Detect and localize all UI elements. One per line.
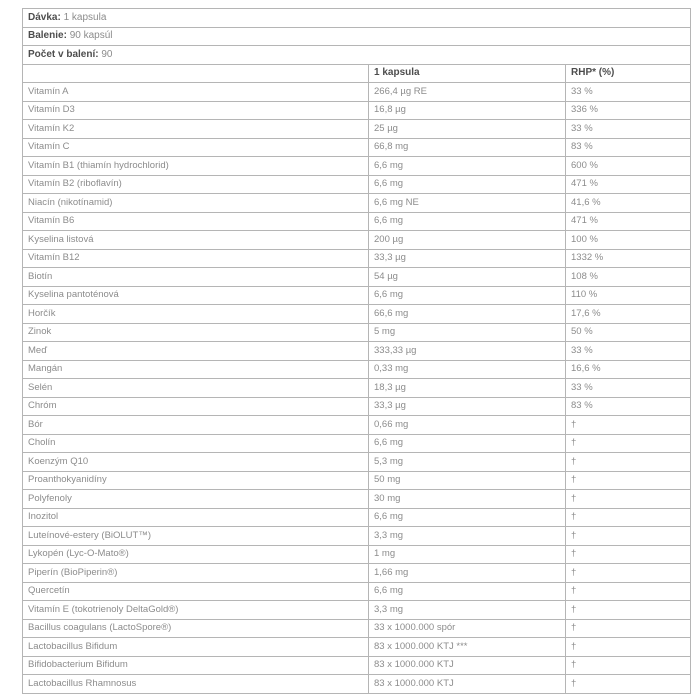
rhp-cell: 83 % bbox=[566, 397, 691, 416]
nutrient-name-cell: Vitamín E (tokotrienoly DeltaGold®) bbox=[23, 601, 369, 620]
nutrient-name-cell: Selén bbox=[23, 379, 369, 398]
rhp-cell: 33 % bbox=[566, 83, 691, 102]
info-label-count: Počet v balení: bbox=[28, 48, 99, 60]
info-cell-dose bbox=[23, 9, 691, 28]
rhp-cell: 471 % bbox=[566, 175, 691, 194]
table-row bbox=[23, 305, 691, 324]
nutrient-name-cell: Lactobacillus Bifidum bbox=[23, 638, 369, 657]
nutrient-name-cell: Meď bbox=[23, 342, 369, 361]
rhp-cell: 600 % bbox=[566, 157, 691, 176]
rhp-cell: † bbox=[566, 490, 691, 509]
rhp-cell: 471 % bbox=[566, 212, 691, 231]
amount-cell: 3,3 mg bbox=[369, 527, 566, 546]
table-row bbox=[23, 212, 691, 231]
rhp-cell: † bbox=[566, 619, 691, 638]
rhp-cell: 33 % bbox=[566, 379, 691, 398]
column-header-dose: 1 kapsula bbox=[369, 64, 566, 83]
table-row bbox=[23, 619, 691, 638]
nutrient-name-cell: Lactobacillus Rhamnosus bbox=[23, 675, 369, 694]
info-value-dose: 1 kapsula bbox=[63, 11, 107, 23]
nutrient-table-body bbox=[23, 83, 691, 694]
rhp-cell: 16,6 % bbox=[566, 360, 691, 379]
info-label-dose: Dávka: bbox=[28, 11, 61, 23]
rhp-cell: † bbox=[566, 638, 691, 657]
amount-cell: 0,66 mg bbox=[369, 416, 566, 435]
nutrient-name-cell: Mangán bbox=[23, 360, 369, 379]
nutrient-name-cell: Horčík bbox=[23, 305, 369, 324]
nutrient-name-cell: Lykopén (Lyc-O-Mato®) bbox=[23, 545, 369, 564]
amount-cell: 66,8 mg bbox=[369, 138, 566, 157]
amount-cell: 16,8 µg bbox=[369, 101, 566, 120]
amount-cell: 200 µg bbox=[369, 231, 566, 250]
table-row bbox=[23, 194, 691, 213]
info-value-package: 90 kapsúl bbox=[69, 30, 113, 42]
nutrient-name-cell: Inozitol bbox=[23, 508, 369, 527]
table-row bbox=[23, 508, 691, 527]
nutrient-name-cell: Kyselina listová bbox=[23, 231, 369, 250]
rhp-cell: † bbox=[566, 471, 691, 490]
rhp-cell: † bbox=[566, 582, 691, 601]
nutrient-name-cell: Kyselina pantoténová bbox=[23, 286, 369, 305]
nutrient-name-cell: Niacín (nikotínamid) bbox=[23, 194, 369, 213]
rhp-cell: 50 % bbox=[566, 323, 691, 342]
nutrient-name-cell: Polyfenoly bbox=[23, 490, 369, 509]
column-header-rhp: RHP* (%) bbox=[566, 64, 691, 83]
table-row bbox=[23, 231, 691, 250]
rhp-cell: † bbox=[566, 527, 691, 546]
rhp-cell: 1332 % bbox=[566, 249, 691, 268]
amount-cell: 6,6 mg bbox=[369, 175, 566, 194]
supplement-facts-table bbox=[22, 8, 691, 694]
rhp-cell: 83 % bbox=[566, 138, 691, 157]
nutrient-name-cell: Luteínové-estery (BiOLUT™) bbox=[23, 527, 369, 546]
amount-cell: 266,4 µg RE bbox=[369, 83, 566, 102]
amount-cell: 6,6 mg bbox=[369, 286, 566, 305]
table-row bbox=[23, 564, 691, 583]
amount-cell: 25 µg bbox=[369, 120, 566, 139]
table-row bbox=[23, 656, 691, 675]
amount-cell: 1,66 mg bbox=[369, 564, 566, 583]
table-row bbox=[23, 175, 691, 194]
nutrient-name-cell: Vitamín D3 bbox=[23, 101, 369, 120]
table-row bbox=[23, 471, 691, 490]
amount-cell: 6,6 mg NE bbox=[369, 194, 566, 213]
amount-cell: 33 x 1000.000 spór bbox=[369, 619, 566, 638]
nutrient-name-cell: Vitamín K2 bbox=[23, 120, 369, 139]
rhp-cell: 17,6 % bbox=[566, 305, 691, 324]
table-row bbox=[23, 601, 691, 620]
rhp-cell: 41,6 % bbox=[566, 194, 691, 213]
amount-cell: 66,6 mg bbox=[369, 305, 566, 324]
nutrient-name-cell: Chróm bbox=[23, 397, 369, 416]
column-header-row bbox=[23, 64, 691, 83]
amount-cell: 6,6 mg bbox=[369, 582, 566, 601]
nutrient-name-cell: Bifidobacterium Bifidum bbox=[23, 656, 369, 675]
table-row bbox=[23, 545, 691, 564]
table-row bbox=[23, 675, 691, 694]
amount-cell: 6,6 mg bbox=[369, 434, 566, 453]
nutrient-name-cell: Vitamín B2 (riboflavín) bbox=[23, 175, 369, 194]
table-row bbox=[23, 342, 691, 361]
amount-cell: 83 x 1000.000 KTJ *** bbox=[369, 638, 566, 657]
rhp-cell: † bbox=[566, 656, 691, 675]
table-row bbox=[23, 453, 691, 472]
rhp-cell: † bbox=[566, 416, 691, 435]
table-row bbox=[23, 83, 691, 102]
nutrient-name-cell: Bacillus coagulans (LactoSpore®) bbox=[23, 619, 369, 638]
info-row-package bbox=[23, 27, 691, 46]
amount-cell: 18,3 µg bbox=[369, 379, 566, 398]
table-row bbox=[23, 527, 691, 546]
amount-cell: 50 mg bbox=[369, 471, 566, 490]
amount-cell: 5 mg bbox=[369, 323, 566, 342]
amount-cell: 5,3 mg bbox=[369, 453, 566, 472]
rhp-cell: 108 % bbox=[566, 268, 691, 287]
table-row bbox=[23, 323, 691, 342]
rhp-cell: 100 % bbox=[566, 231, 691, 250]
info-value-count: 90 bbox=[101, 48, 113, 60]
rhp-cell: † bbox=[566, 601, 691, 620]
rhp-cell: 336 % bbox=[566, 101, 691, 120]
rhp-cell: 110 % bbox=[566, 286, 691, 305]
rhp-cell: † bbox=[566, 453, 691, 472]
rhp-cell: 33 % bbox=[566, 342, 691, 361]
amount-cell: 33,3 µg bbox=[369, 397, 566, 416]
rhp-cell: † bbox=[566, 564, 691, 583]
nutrient-name-cell: Quercetín bbox=[23, 582, 369, 601]
nutrient-name-cell: Proanthokyanidíny bbox=[23, 471, 369, 490]
table-row bbox=[23, 397, 691, 416]
info-row-count bbox=[23, 46, 691, 65]
nutrient-name-cell: Koenzým Q10 bbox=[23, 453, 369, 472]
info-cell-count bbox=[23, 46, 691, 65]
nutrient-name-cell: Vitamín B12 bbox=[23, 249, 369, 268]
table-row bbox=[23, 286, 691, 305]
table-row bbox=[23, 434, 691, 453]
table-row bbox=[23, 490, 691, 509]
nutrient-name-cell: Vitamín A bbox=[23, 83, 369, 102]
table-row bbox=[23, 582, 691, 601]
amount-cell: 83 x 1000.000 KTJ bbox=[369, 656, 566, 675]
amount-cell: 54 µg bbox=[369, 268, 566, 287]
amount-cell: 6,6 mg bbox=[369, 508, 566, 527]
table-row bbox=[23, 379, 691, 398]
nutrient-name-cell: Vitamín B1 (thiamín hydrochlorid) bbox=[23, 157, 369, 176]
nutrient-name-cell: Vitamín B6 bbox=[23, 212, 369, 231]
table-row bbox=[23, 101, 691, 120]
rhp-cell: † bbox=[566, 434, 691, 453]
column-header-empty bbox=[23, 64, 369, 83]
amount-cell: 30 mg bbox=[369, 490, 566, 509]
table-row bbox=[23, 157, 691, 176]
table-row bbox=[23, 138, 691, 157]
nutrient-name-cell: Bór bbox=[23, 416, 369, 435]
amount-cell: 333,33 µg bbox=[369, 342, 566, 361]
table-row bbox=[23, 268, 691, 287]
amount-cell: 6,6 mg bbox=[369, 157, 566, 176]
rhp-cell: 33 % bbox=[566, 120, 691, 139]
amount-cell: 33,3 µg bbox=[369, 249, 566, 268]
info-section bbox=[23, 9, 691, 83]
amount-cell: 0,33 mg bbox=[369, 360, 566, 379]
amount-cell: 1 mg bbox=[369, 545, 566, 564]
nutrient-name-cell: Vitamín C bbox=[23, 138, 369, 157]
amount-cell: 3,3 mg bbox=[369, 601, 566, 620]
info-row-dose bbox=[23, 9, 691, 28]
table-row bbox=[23, 638, 691, 657]
table-row bbox=[23, 249, 691, 268]
table-row bbox=[23, 120, 691, 139]
rhp-cell: † bbox=[566, 675, 691, 694]
amount-cell: 6,6 mg bbox=[369, 212, 566, 231]
table-row bbox=[23, 360, 691, 379]
nutrient-name-cell: Piperín (BioPiperin®) bbox=[23, 564, 369, 583]
table-row bbox=[23, 416, 691, 435]
amount-cell: 83 x 1000.000 KTJ bbox=[369, 675, 566, 694]
rhp-cell: † bbox=[566, 508, 691, 527]
info-cell-package bbox=[23, 27, 691, 46]
nutrient-name-cell: Zinok bbox=[23, 323, 369, 342]
info-label-package: Balenie: bbox=[28, 30, 67, 42]
nutrient-name-cell: Cholín bbox=[23, 434, 369, 453]
supplement-facts-sheet bbox=[22, 8, 690, 694]
rhp-cell: † bbox=[566, 545, 691, 564]
nutrient-name-cell: Biotín bbox=[23, 268, 369, 287]
